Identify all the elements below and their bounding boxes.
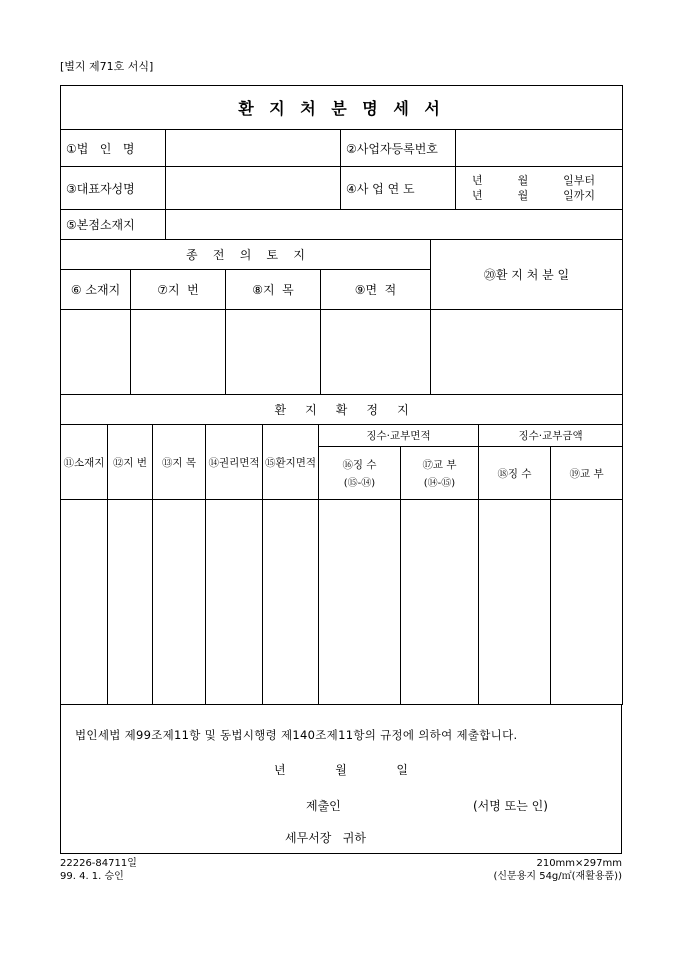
corp-name-value-cell xyxy=(166,130,341,167)
sign-or-seal-note: (서명 또는 인) xyxy=(473,799,548,813)
disposition-date-label: ⑳환 지 처 분 일 xyxy=(431,240,623,310)
prev-area-cell xyxy=(321,310,431,395)
conf-location-cell xyxy=(61,500,108,705)
biz-year-label: ④사 업 연 도 xyxy=(341,167,456,210)
conf-category-cell xyxy=(153,500,206,705)
conf-lot-no-cell xyxy=(108,500,153,705)
hq-addr-value-cell xyxy=(166,210,623,240)
conf-col-location: ⑪소재지 xyxy=(61,425,108,500)
paper-size-line: 210mm×297mm xyxy=(536,858,622,869)
prev-location-cell xyxy=(61,310,131,395)
attachment-form-label: [별지 제71호 서식] xyxy=(60,60,154,73)
declaration-text: 법인세법 제99조제11항 및 동법시행령 제140조제11항의 규정에 의하여 제출합니다. xyxy=(75,728,518,742)
group-header-collect-grant-area: 징수·교부면적 xyxy=(319,425,479,447)
paper-spec-note xyxy=(493,857,622,883)
addressee-label: 세무서장 귀하 xyxy=(285,831,366,845)
conf-grant-area-cell xyxy=(401,500,479,705)
rep-name-value-cell xyxy=(166,167,341,210)
conf-collect-area-cell xyxy=(319,500,401,705)
biz-reg-no-label: ②사업자등록번호 xyxy=(341,130,456,167)
corp-name-label: ①법 인 명 xyxy=(61,130,166,167)
conf-col-collect-area xyxy=(319,447,401,500)
previous-land-table xyxy=(60,239,623,395)
conf-col-category: ⑬지 목 xyxy=(153,425,206,500)
confirmed-land-table xyxy=(60,394,623,705)
form-title: 환 지 처 분 명 세 서 xyxy=(61,86,623,130)
info-table xyxy=(60,85,623,240)
hq-addr-label: ⑤본점소재지 xyxy=(61,210,166,240)
prev-col-lot-no: ⑦지 번 xyxy=(131,270,226,310)
conf-right-area-cell xyxy=(206,500,263,705)
rep-name-label: ③대표자성명 xyxy=(61,167,166,210)
biz-year-from: 년 월 일부터 xyxy=(472,173,596,187)
prev-col-location: ⑥ 소재지 xyxy=(61,270,131,310)
form-number-line1: 22226-84711일 xyxy=(60,858,137,869)
signature-section xyxy=(60,704,622,854)
conf-col-right-area: ⑭권리면적 xyxy=(206,425,263,500)
conf-col-grant-area xyxy=(401,447,479,500)
conf-col-collect-area-label: ⑯징 수 xyxy=(342,459,377,471)
prev-col-category: ⑧지 목 xyxy=(226,270,321,310)
date-line: 년 월 일 xyxy=(274,763,408,777)
prev-category-cell xyxy=(226,310,321,395)
conf-col-lot-no: ⑫지 번 xyxy=(108,425,153,500)
form-number-note xyxy=(60,857,137,883)
conf-grant-amount-cell xyxy=(551,500,623,705)
disposition-date-value-cell xyxy=(431,310,623,395)
prev-lot-no-cell xyxy=(131,310,226,395)
paper-type-line: (신문용지 54g/㎡(재활용품)) xyxy=(493,871,622,882)
conf-col-collect-area-formula: (⑮-⑭) xyxy=(343,478,376,489)
form-number-line2: 99. 4. 1. 승인 xyxy=(60,871,124,882)
biz-year-to: 년 월 일까지 xyxy=(472,189,596,202)
confirmed-land-section-title: 환 지 확 정 지 xyxy=(61,395,623,425)
conf-col-grant-area-label: ⑰교 부 xyxy=(422,459,457,471)
conf-col-grant-area-formula: (⑭-⑮) xyxy=(423,478,456,489)
conf-collect-amount-cell xyxy=(479,500,551,705)
group-header-collect-grant-amount: 징수·교부금액 xyxy=(479,425,623,447)
previous-land-section-title: 종 전 의 토 지 xyxy=(61,240,431,270)
conf-confirmed-area-cell xyxy=(263,500,319,705)
prev-col-area: ⑨면 적 xyxy=(321,270,431,310)
biz-reg-no-value-cell xyxy=(456,130,623,167)
form-body xyxy=(60,85,622,854)
conf-col-confirmed-area: ⑮환지면적 xyxy=(263,425,319,500)
biz-year-value-cell xyxy=(456,167,623,210)
conf-col-collect-amount: ⑱징 수 xyxy=(479,447,551,500)
submitter-label: 제출인 xyxy=(306,799,341,813)
conf-col-grant-amount: ⑲교 부 xyxy=(551,447,623,500)
